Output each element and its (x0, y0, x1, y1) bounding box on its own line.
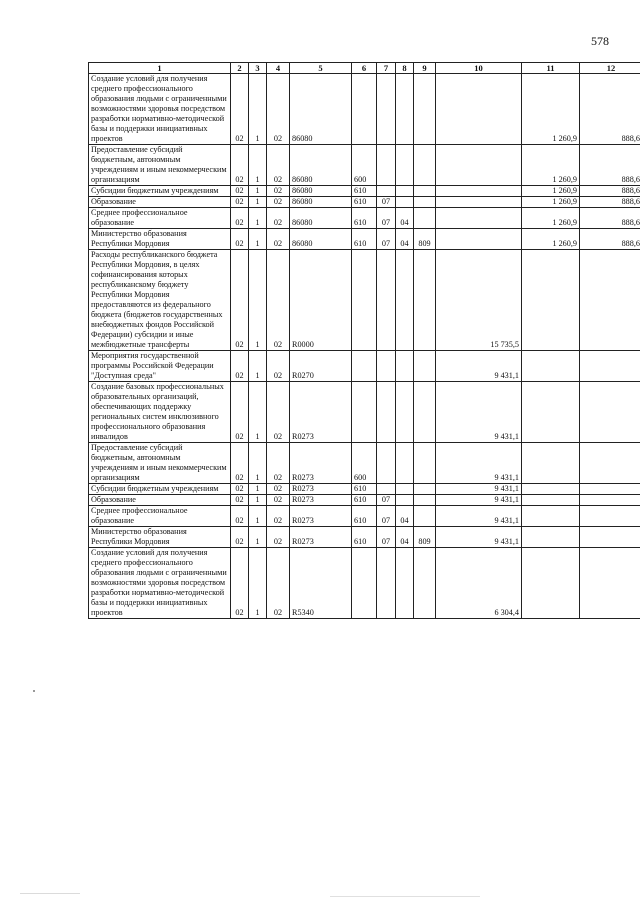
cell-col-9 (414, 74, 436, 145)
cell-col-5: R0273 (290, 495, 352, 506)
row-description: Создание условий для получения среднего профессионального образования людьми с ограниченными возможностями здоровья посредством разработки нормативно-методической базы и поддержки инициативных проектов (89, 548, 231, 619)
table-row (89, 197, 640, 208)
cell-col-5: 86080 (290, 229, 352, 250)
cell-col-10 (436, 197, 522, 208)
cell-col-4: 02 (267, 186, 290, 197)
table-row (89, 74, 640, 145)
cell-col-6: 610 (352, 197, 377, 208)
cell-col-11: 1 260,9 (522, 74, 580, 145)
cell-col-5: 86080 (290, 208, 352, 229)
cell-col-7 (377, 186, 396, 197)
cell-col-12 (580, 527, 640, 548)
row-description: Создание базовых профессиональных образовательных организаций, обеспечивающих поддержку региональных систем инклюзивного профессионального образования инвалидов (89, 382, 231, 443)
cell-col-10: 9 431,1 (436, 443, 522, 484)
table-row (89, 495, 640, 506)
cell-col-9 (414, 506, 436, 527)
cell-col-5: R0270 (290, 351, 352, 382)
cell-col-12 (580, 443, 640, 484)
cell-col-3: 1 (249, 351, 267, 382)
cell-col-8: 04 (396, 527, 414, 548)
cell-col-10 (436, 74, 522, 145)
cell-col-3: 1 (249, 548, 267, 619)
cell-col-5: R0273 (290, 484, 352, 495)
cell-col-10 (436, 145, 522, 186)
cell-col-9 (414, 186, 436, 197)
row-description: Предоставление субсидий бюджетным, автономным учреждениям и иным некоммерческим организациям (89, 145, 231, 186)
cell-col-2: 02 (231, 506, 249, 527)
cell-col-7: 07 (377, 229, 396, 250)
cell-col-7 (377, 484, 396, 495)
cell-col-2: 02 (231, 229, 249, 250)
table-row (89, 229, 640, 250)
cell-col-8 (396, 186, 414, 197)
cell-col-5: 86080 (290, 145, 352, 186)
cell-col-6: 600 (352, 443, 377, 484)
cell-col-7: 07 (377, 197, 396, 208)
cell-col-8 (396, 495, 414, 506)
cell-col-4: 02 (267, 527, 290, 548)
table-row (89, 186, 640, 197)
cell-col-9 (414, 484, 436, 495)
cell-col-2: 02 (231, 548, 249, 619)
table-row (89, 145, 640, 186)
cell-col-3: 1 (249, 145, 267, 186)
cell-col-7: 07 (377, 527, 396, 548)
cell-col-6 (352, 351, 377, 382)
cell-col-10: 9 431,1 (436, 351, 522, 382)
cell-col-6: 610 (352, 229, 377, 250)
row-description: Среднее профессиональное образование (89, 506, 231, 527)
column-header: 12 (580, 63, 640, 74)
cell-col-2: 02 (231, 527, 249, 548)
cell-col-2: 02 (231, 186, 249, 197)
cell-col-4: 02 (267, 495, 290, 506)
column-header: 6 (352, 63, 377, 74)
scan-mark (330, 896, 480, 897)
cell-col-11: 1 260,9 (522, 229, 580, 250)
cell-col-6: 610 (352, 484, 377, 495)
cell-col-9 (414, 145, 436, 186)
cell-col-11 (522, 527, 580, 548)
cell-col-9 (414, 197, 436, 208)
row-description: Среднее профессиональное образование (89, 208, 231, 229)
cell-col-9 (414, 495, 436, 506)
cell-col-8 (396, 74, 414, 145)
column-header: 11 (522, 63, 580, 74)
cell-col-9 (414, 443, 436, 484)
cell-col-9 (414, 351, 436, 382)
cell-col-3: 1 (249, 186, 267, 197)
cell-col-11 (522, 382, 580, 443)
cell-col-4: 02 (267, 74, 290, 145)
cell-col-11 (522, 443, 580, 484)
cell-col-3: 1 (249, 484, 267, 495)
cell-col-2: 02 (231, 495, 249, 506)
cell-col-5: R0000 (290, 250, 352, 351)
cell-col-12 (580, 351, 640, 382)
table-row (89, 443, 640, 484)
cell-col-8: 04 (396, 506, 414, 527)
column-header: 7 (377, 63, 396, 74)
cell-col-2: 02 (231, 208, 249, 229)
cell-col-3: 1 (249, 506, 267, 527)
row-description: Субсидии бюджетным учреждениям (89, 186, 231, 197)
cell-col-11 (522, 506, 580, 527)
column-header: 10 (436, 63, 522, 74)
cell-col-4: 02 (267, 382, 290, 443)
column-header: 5 (290, 63, 352, 74)
cell-col-12: 888,6 (580, 229, 640, 250)
cell-col-6 (352, 250, 377, 351)
budget-table (88, 62, 640, 619)
row-description: Субсидии бюджетным учреждениям (89, 484, 231, 495)
cell-col-8 (396, 145, 414, 186)
cell-col-5: R0273 (290, 443, 352, 484)
column-header: 3 (249, 63, 267, 74)
cell-col-5: 86080 (290, 197, 352, 208)
cell-col-4: 02 (267, 250, 290, 351)
cell-col-7 (377, 74, 396, 145)
row-description: Мероприятия государственной программы Российской Федерации "Доступная среда" (89, 351, 231, 382)
cell-col-12: 888,6 (580, 208, 640, 229)
cell-col-12: 888,6 (580, 197, 640, 208)
cell-col-11: 1 260,9 (522, 145, 580, 186)
table-row (89, 527, 640, 548)
cell-col-2: 02 (231, 145, 249, 186)
cell-col-5: 86080 (290, 74, 352, 145)
cell-col-12: 888,6 (580, 74, 640, 145)
cell-col-7 (377, 250, 396, 351)
cell-col-3: 1 (249, 74, 267, 145)
cell-col-4: 02 (267, 484, 290, 495)
cell-col-12 (580, 484, 640, 495)
cell-col-5: 86080 (290, 186, 352, 197)
cell-col-12 (580, 250, 640, 351)
cell-col-4: 02 (267, 208, 290, 229)
cell-col-3: 1 (249, 495, 267, 506)
header-row (89, 63, 640, 74)
cell-col-6 (352, 74, 377, 145)
column-header: 9 (414, 63, 436, 74)
cell-col-11 (522, 495, 580, 506)
cell-col-10: 9 431,1 (436, 527, 522, 548)
cell-col-10: 9 431,1 (436, 382, 522, 443)
cell-col-8: 04 (396, 208, 414, 229)
cell-col-2: 02 (231, 250, 249, 351)
cell-col-7 (377, 548, 396, 619)
cell-col-4: 02 (267, 506, 290, 527)
cell-col-5: R0273 (290, 506, 352, 527)
cell-col-11 (522, 351, 580, 382)
cell-col-6: 610 (352, 208, 377, 229)
cell-col-12: 888,6 (580, 145, 640, 186)
row-description: Министерство образования Республики Мордовия (89, 229, 231, 250)
cell-col-7 (377, 443, 396, 484)
cell-col-8 (396, 351, 414, 382)
cell-col-11: 1 260,9 (522, 197, 580, 208)
table-row (89, 548, 640, 619)
cell-col-6 (352, 548, 377, 619)
cell-col-6: 610 (352, 527, 377, 548)
row-description: Расходы республиканского бюджета Республики Мордовия, в целях софинансирования которых республиканскому бюджету Республики Мордовия предоставляются из федерального бюджета (бюджетов государственных внебюджетных фондов Российской Федерации) субсидии и иные межбюджетные трансферты (89, 250, 231, 351)
cell-col-10 (436, 208, 522, 229)
cell-col-4: 02 (267, 443, 290, 484)
cell-col-10 (436, 186, 522, 197)
cell-col-11: 1 260,9 (522, 186, 580, 197)
cell-col-6: 610 (352, 495, 377, 506)
cell-col-4: 02 (267, 197, 290, 208)
cell-col-11 (522, 548, 580, 619)
row-description: Образование (89, 197, 231, 208)
cell-col-4: 02 (267, 229, 290, 250)
cell-col-9 (414, 250, 436, 351)
cell-col-10: 6 304,4 (436, 548, 522, 619)
cell-col-8 (396, 382, 414, 443)
cell-col-8 (396, 443, 414, 484)
cell-col-12 (580, 495, 640, 506)
cell-col-12 (580, 382, 640, 443)
cell-col-7: 07 (377, 506, 396, 527)
cell-col-11 (522, 484, 580, 495)
cell-col-8 (396, 250, 414, 351)
cell-col-5: R0273 (290, 527, 352, 548)
cell-col-12: 888,6 (580, 186, 640, 197)
cell-col-10: 9 431,1 (436, 495, 522, 506)
column-header: 8 (396, 63, 414, 74)
row-description: Образование (89, 495, 231, 506)
cell-col-3: 1 (249, 382, 267, 443)
cell-col-6: 610 (352, 506, 377, 527)
column-header: 2 (231, 63, 249, 74)
cell-col-2: 02 (231, 382, 249, 443)
cell-col-3: 1 (249, 197, 267, 208)
table-row (89, 250, 640, 351)
table-row (89, 351, 640, 382)
cell-col-7 (377, 145, 396, 186)
cell-col-9: 809 (414, 527, 436, 548)
column-header: 1 (89, 63, 231, 74)
scan-mark (20, 893, 80, 894)
cell-col-2: 02 (231, 443, 249, 484)
cell-col-2: 02 (231, 351, 249, 382)
table-row (89, 506, 640, 527)
cell-col-6: 600 (352, 145, 377, 186)
cell-col-3: 1 (249, 208, 267, 229)
cell-col-6 (352, 382, 377, 443)
table-row (89, 208, 640, 229)
cell-col-9: 809 (414, 229, 436, 250)
cell-col-11: 1 260,9 (522, 208, 580, 229)
cell-col-4: 02 (267, 351, 290, 382)
cell-col-5: R5340 (290, 548, 352, 619)
cell-col-11 (522, 250, 580, 351)
cell-col-10: 9 431,1 (436, 506, 522, 527)
cell-col-3: 1 (249, 527, 267, 548)
cell-col-7: 07 (377, 208, 396, 229)
cell-col-3: 1 (249, 229, 267, 250)
table-body (89, 74, 640, 619)
scan-mark (33, 690, 35, 692)
cell-col-10 (436, 229, 522, 250)
cell-col-6: 610 (352, 186, 377, 197)
cell-col-2: 02 (231, 484, 249, 495)
cell-col-9 (414, 382, 436, 443)
cell-col-9 (414, 548, 436, 619)
cell-col-7 (377, 351, 396, 382)
cell-col-3: 1 (249, 250, 267, 351)
row-description: Министерство образования Республики Мордовия (89, 527, 231, 548)
cell-col-8 (396, 484, 414, 495)
row-description: Предоставление субсидий бюджетным, автономным учреждениям и иным некоммерческим организациям (89, 443, 231, 484)
cell-col-8 (396, 197, 414, 208)
cell-col-12 (580, 548, 640, 619)
cell-col-12 (580, 506, 640, 527)
cell-col-4: 02 (267, 548, 290, 619)
row-description: Создание условий для получения среднего профессионального образования людьми с ограниченными возможностями здоровья посредством разработки нормативно-методической базы и поддержки инициативных проектов (89, 74, 231, 145)
cell-col-10: 15 735,5 (436, 250, 522, 351)
cell-col-9 (414, 208, 436, 229)
cell-col-2: 02 (231, 74, 249, 145)
cell-col-4: 02 (267, 145, 290, 186)
table-row (89, 484, 640, 495)
column-header: 4 (267, 63, 290, 74)
cell-col-10: 9 431,1 (436, 484, 522, 495)
cell-col-3: 1 (249, 443, 267, 484)
cell-col-8: 04 (396, 229, 414, 250)
cell-col-8 (396, 548, 414, 619)
table-row (89, 382, 640, 443)
cell-col-7 (377, 382, 396, 443)
cell-col-7: 07 (377, 495, 396, 506)
cell-col-2: 02 (231, 197, 249, 208)
page-number: 578 (591, 34, 609, 48)
cell-col-5: R0273 (290, 382, 352, 443)
